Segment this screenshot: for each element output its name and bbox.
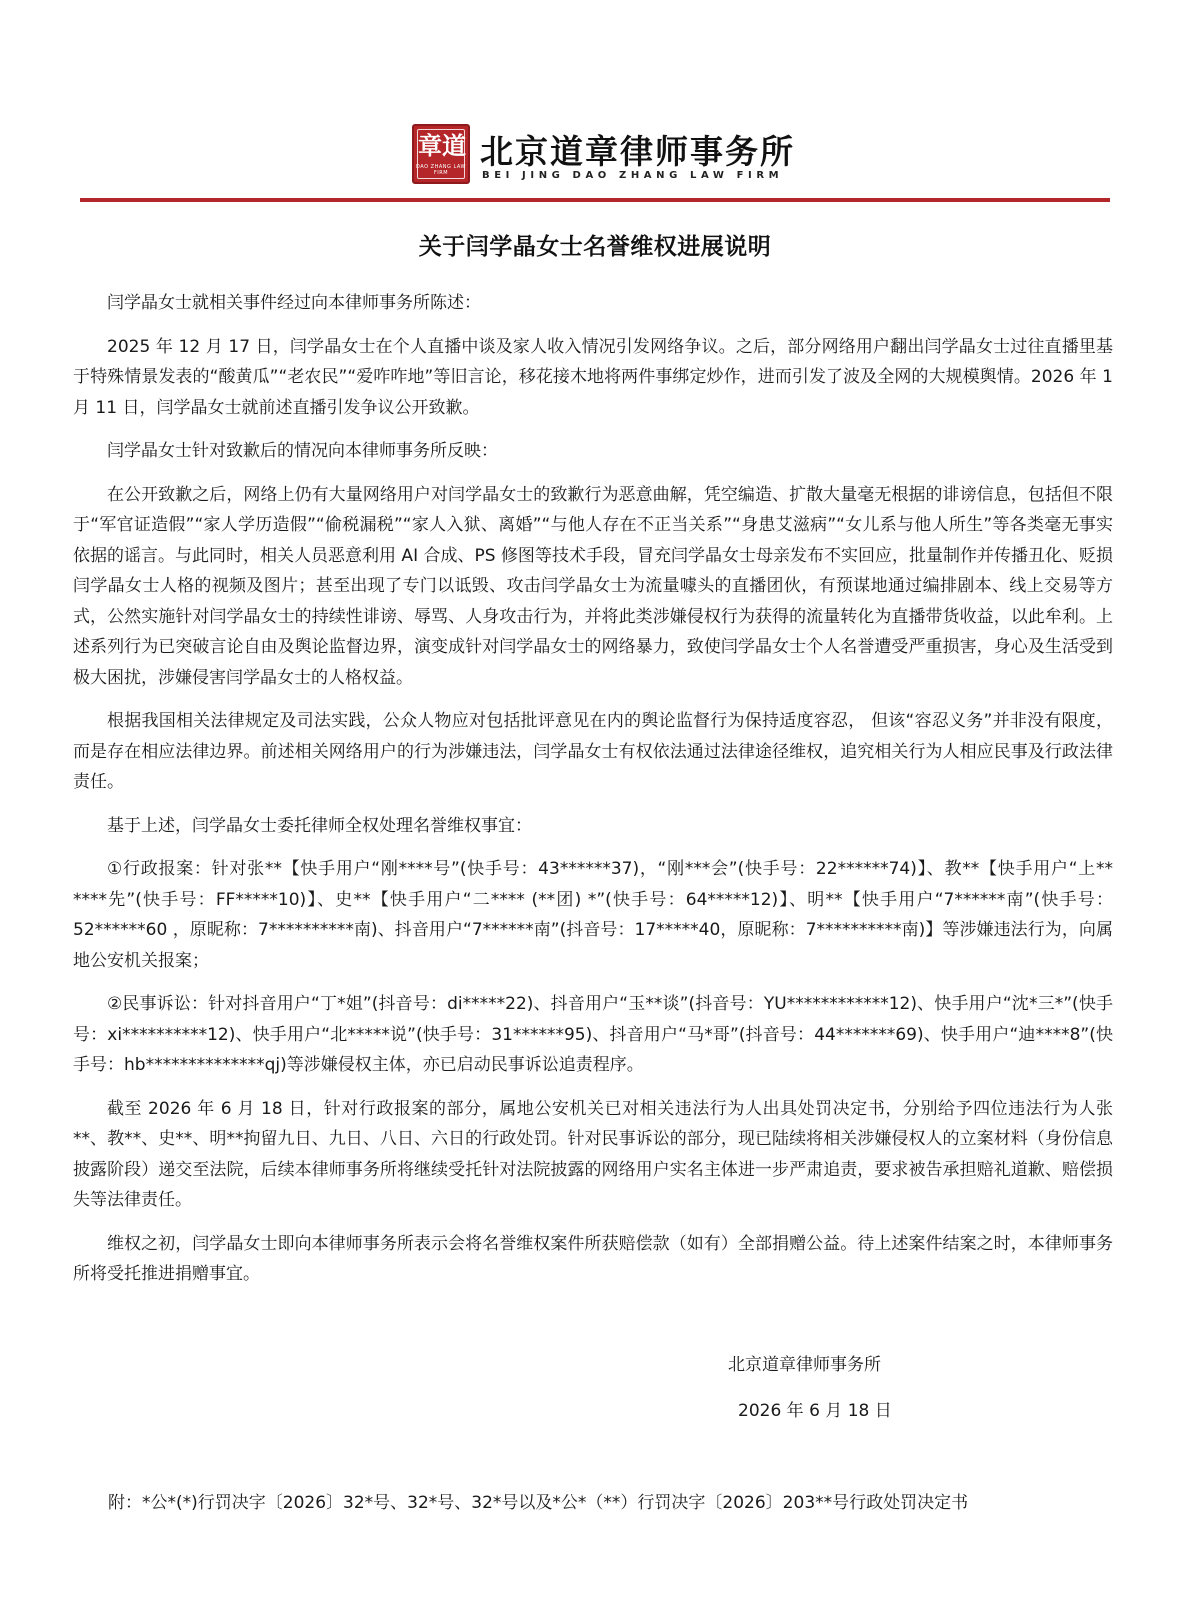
document-body — [73, 288, 1113, 1303]
letterhead — [0, 118, 1190, 198]
firm-name-cn: 北京道章律师事务所 — [480, 132, 795, 171]
header-divider — [80, 198, 1110, 202]
signature-date: 2026 年 6 月 18 日 — [738, 1401, 892, 1421]
paragraph-background: 2025 年 12 月 17 日，闫学晶女士在个人直播中谈及家人收入情况引发网络争议。之后，部分网络用户翻出闫学晶女士过往直播里基于特殊情景发表的“酸黄瓜”“老农民”“爱咋咋地”等旧言论，移花接木地将两件事绑定炒作，进而引发了波及全网的大规模舆情。2026 年 1 月 11 日，闫学晶女士就前述直播引发争议公开致歉。 — [73, 336, 1113, 418]
document-title: 关于闫学晶女士名誉维权进展说明 — [418, 234, 772, 260]
paragraph-administrative-report: ①行政报案：针对张**【快手用户“刚****号”(快手号：43******37)，“刚***会”(快手号：22******74)】、教**【快手用户“上** ****先”(快手号：FF*****10)】、史**【快手用户“二**** (**团) *”(快手号：64*****12)】、明**【快手用户“7******南”(快手号：52******60 ，原昵称：7**********南)、抖音用户“7******南”(抖音号：17*****40，原昵称：7**********南)】等涉嫌违法行为，向属地公安机关报案； — [73, 859, 1113, 971]
seal-char-1: 章 — [418, 131, 442, 160]
paragraph-legal-basis: 根据我国相关法律规定及司法实践，公众人物应对包括批评意见在内的舆论监督行为保持适度容忍， 但该“容忍义务”并非没有限度，而是存在相应法律边界。前述相关网络用户的行为涉嫌违法，闫学晶女士有权依法通过法律途径维权，追究相关行为人相应民事及行政法律责任。 — [73, 711, 1113, 792]
signature-firm: 北京道章律师事务所 — [728, 1355, 881, 1375]
paragraph-intro: 闫学晶女士就相关事件经过向本律师事务所陈述： — [107, 293, 481, 313]
seal-small-text: DAO ZHANG LAW FIRM — [416, 164, 466, 176]
paragraph-progress: 截至 2026 年 6 月 18 日，针对行政报案的部分，属地公安机关已对相关违法行为人出具处罚决定书，分别给予四位违法行为人张**、教**、史**、明**拘留九日、九日、八日、六日的行政处罚。针对民事诉讼的部分，现已陆续将相关涉嫌侵权人的立案材料（身份信息披露阶段）递交至法院，后续本律师事务所将继续受托针对法院披露的网络用户实名主体进一步严肃追责，要求被告承担赔礼道歉、赔偿损失等法律责任。 — [73, 1098, 1113, 1210]
paragraph-entrustment: 基于上述，闫学晶女士委托律师全权处理名誉维权事宜： — [107, 815, 532, 836]
firm-seal-logo — [412, 124, 470, 184]
paragraph-donation: 维权之初，闫学晶女士即向本律师事务所表示会将名誉维权案件所获赔偿款（如有）全部捐赠公益。待上述案件结案之时，本律师事务所将受托推进捐赠事宜。 — [73, 1233, 1113, 1284]
seal-char-2: 道 — [442, 131, 466, 160]
paragraph-civil-litigation: ②民事诉讼：针对抖音用户“丁*姐”(抖音号：di*****22)、抖音用户“玉**谈”(抖音号：YU************12)、快手用户“沈*三*”(快手号：xi**********12)、快手用户“北*****说”(快手号：31******95)、抖音用户“马*哥”(抖音号：44*******69)、快手用户“迪****8”(快手号：hb**************qj)等涉嫌侵权主体，亦已启动民事诉讼追责程序。 — [73, 994, 1113, 1075]
paragraph-report-intro: 闫学晶女士针对致歉后的情况向本律师事务所反映： — [107, 441, 498, 461]
paragraph-defamation: 在公开致歉之后，网络上仍有大量网络用户对闫学晶女士的致歉行为恶意曲解，凭空编造、扩散大量毫无根据的诽谤信息，包括但不限于“军官证造假”“家人学历造假”“偷税漏税”“家人入狱、离婚”“与他人存在不正当关系”“身患艾滋病”“女儿系与他人所生”等各类毫无事实依据的谣言。与此同时，相关人员恶意利用 AI 合成、PS 修图等技术手段，冒充闫学晶女士母亲发布不实回应，批量制作并传播丑化、贬损闫学晶女士人格的视频及图片；甚至出现了专门以诋毁、攻击闫学晶女士为流量噱头的直播团伙，有预谋地通过编排剧本、线上交易等方式，公然实施针对闫学晶女士的持续性诽谤、辱骂、人身攻击行为，并将此类涉嫌侵权行为获得的流量转化为直播带货收益，以此牟利。上述系列行为已突破言论自由及舆论监督边界，演变成针对闫学晶女士的网络暴力，致使闫学晶女士个人名誉遭受严重损害，身心及生活受到极大困扰，涉嫌侵害闫学晶女士的人格权益。 — [73, 484, 1113, 688]
attachment-note: 附：*公*(*)行罚决字〔2026〕32*号、32*号、32*号以及*公*（**）行罚决字〔2026〕203**号行政处罚决定书 — [108, 1493, 969, 1513]
firm-name-en: BEI JING DAO ZHANG LAW FIRM — [482, 170, 784, 181]
